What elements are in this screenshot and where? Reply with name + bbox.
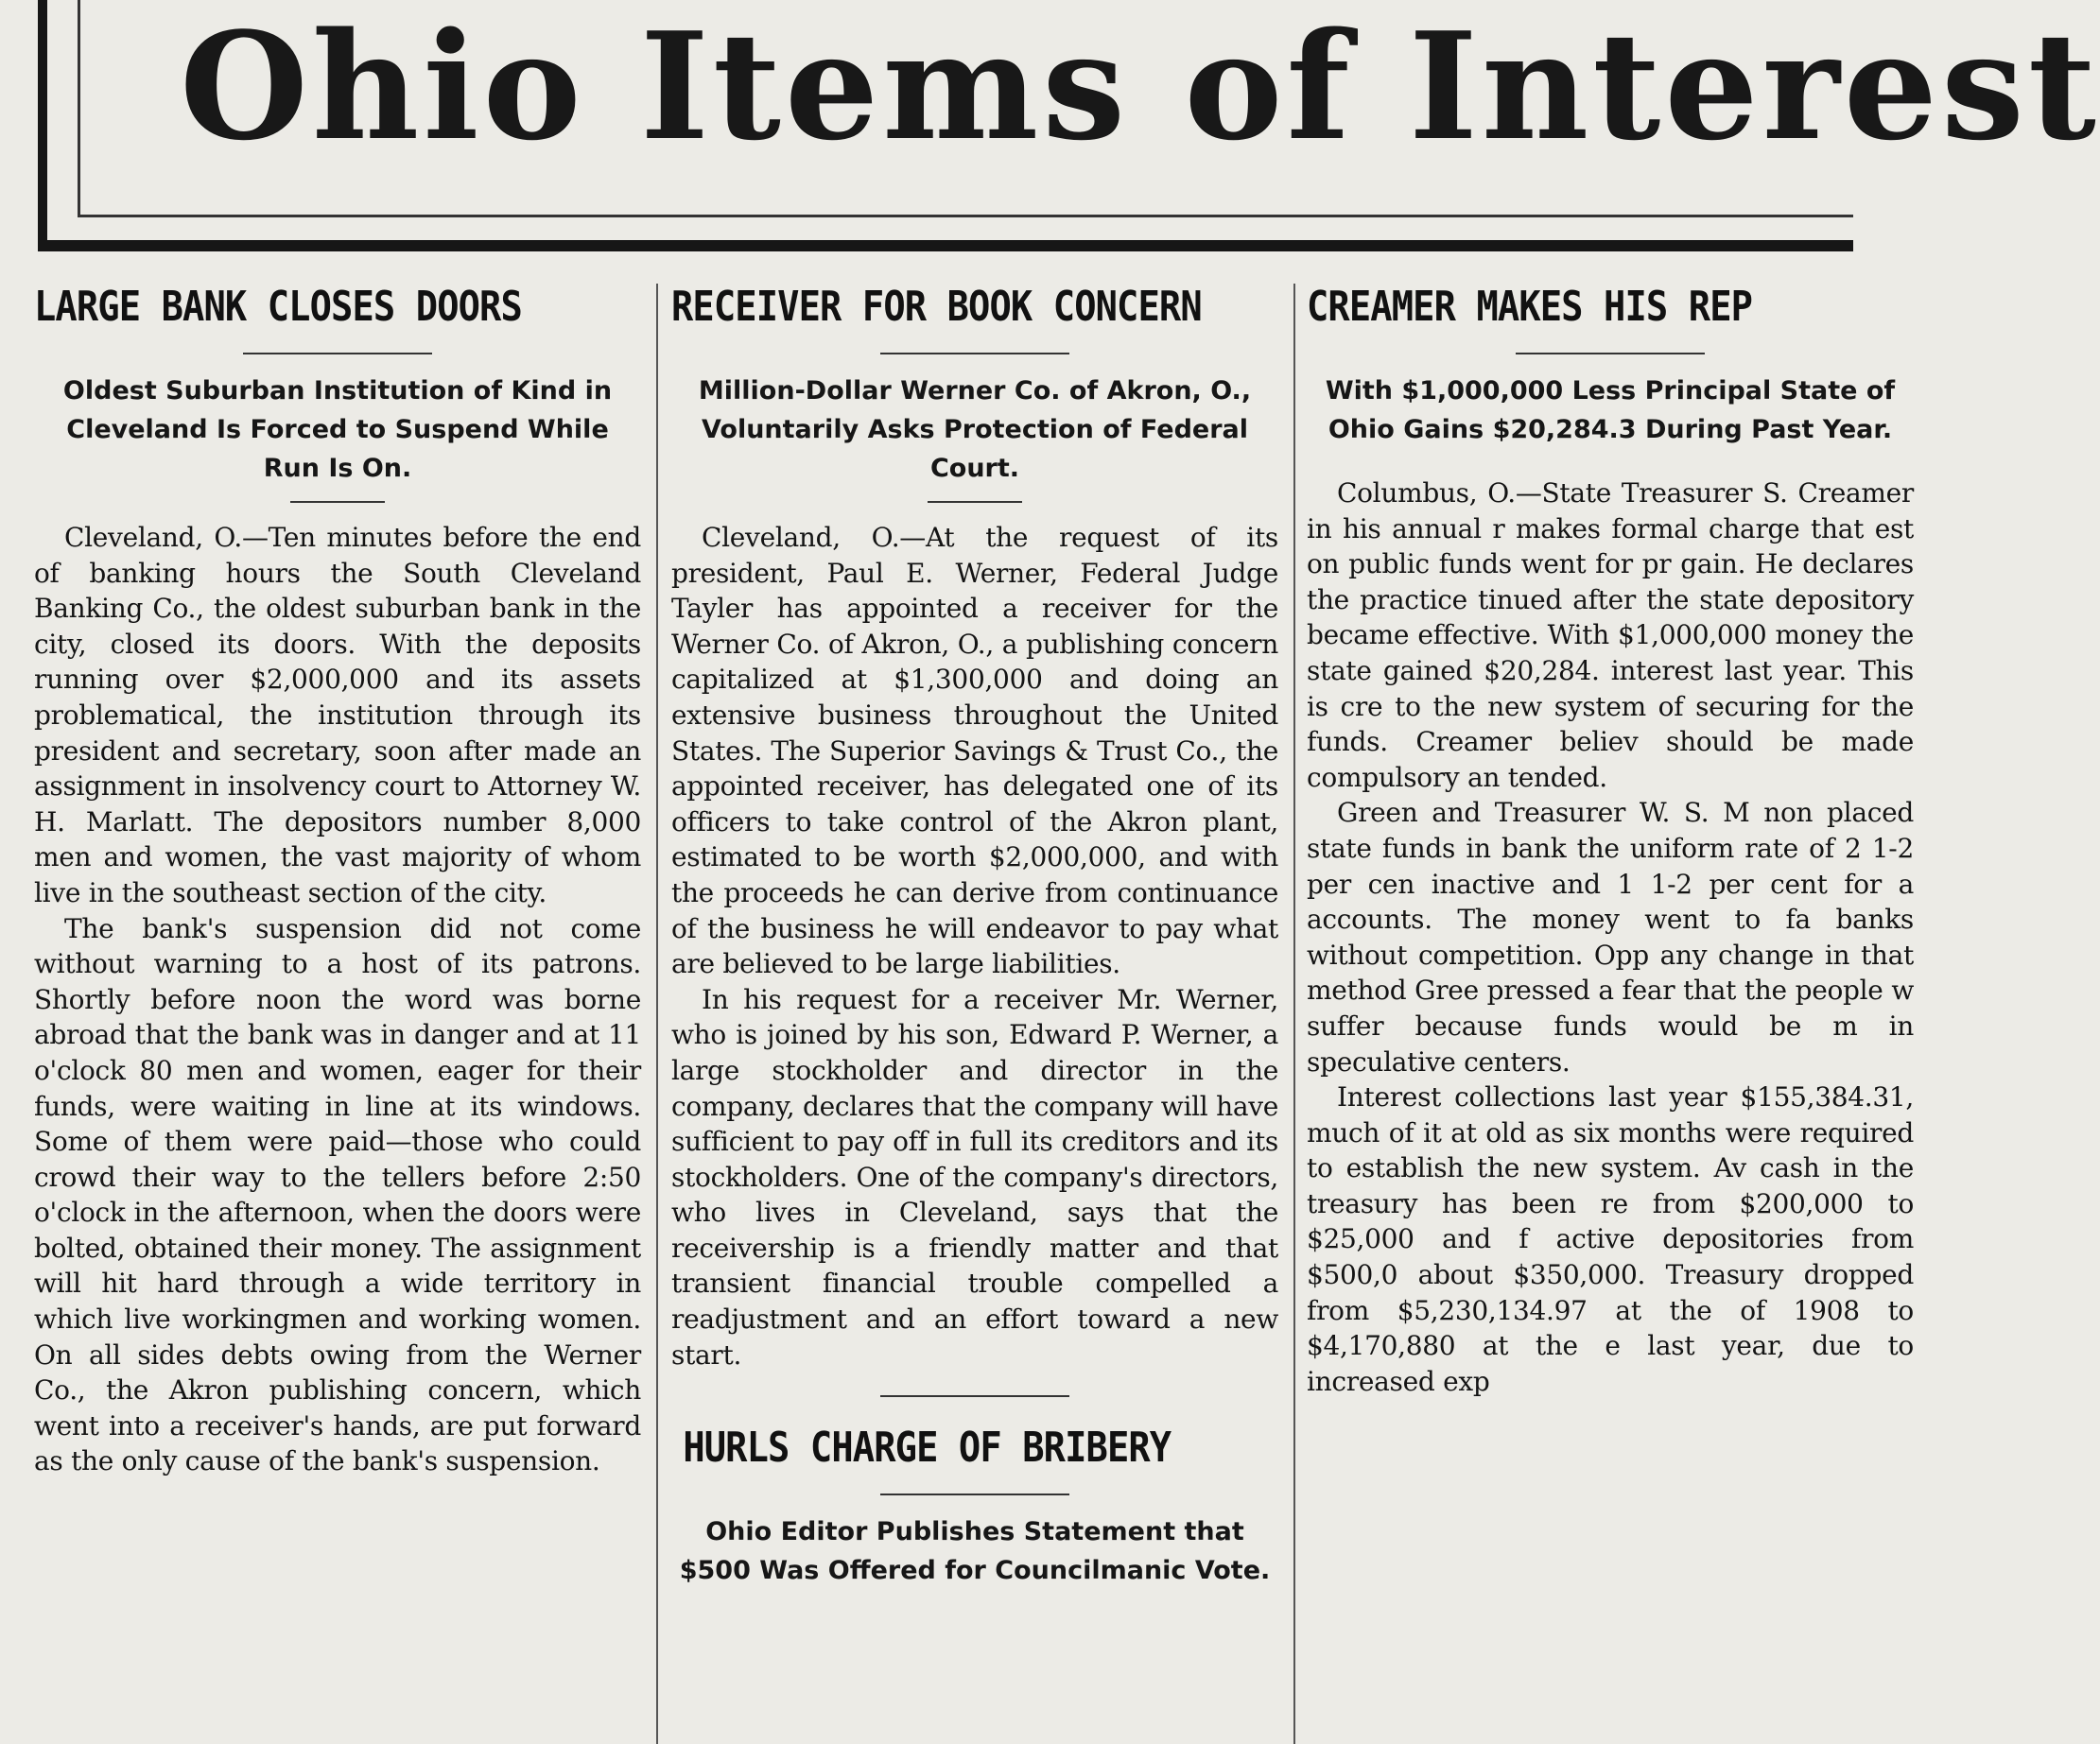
article-deck: With $1,000,000 Less Principal State of Ohio Gains $20,284.3 During Past Year. [1325,376,1896,444]
article-headline: LARGE BANK CLOSES DOORS [34,283,522,331]
deck-rule [290,501,385,503]
article-paragraph: Interest collections last year $155,384.31, much of it at old as six months were required to establish the new system. Av cash in the treasury has been re from $200,000 to $25,000 and f active depositories from $500,0 about $350,000. Treasury dropped from $5,230,134.97 at the of 1908 to $4,170,880 at the e last year, due to increased exp [1307,1081,1914,1397]
article-paragraph: Cleveland, O.—Ten minutes before the end of banking hours the South Cleveland Banking Co., the oldest suburban bank in the city, closed its doors. With the deposits running over $2,000,000 and its assets problematical, the institution through its president and secretary, soon after made an assignment in insolvency court to Attorney W. H. Marlatt. The depositors number 8,000 men and women, the vast majority of whom live in the southeast section of the city. [34,522,641,908]
column-rule-1 [656,284,658,1744]
article-creamer-report [1307,279,1914,1399]
deck-rule [928,501,1022,503]
article-deck: Oldest Suburban Institution of Kind in Cleveland Is Forced to Suspend While Run Is On. [62,376,613,483]
page-title: Ohio Items of Interest [180,0,2100,173]
article-paragraph: The bank's suspension did not come without warning to a host of its patrons. Shortly before noon the word was borne abroad that the bank was in danger and at 11 o'clock 80 men and women, eager for their funds, were waiting in line at its windows. Some of them were paid—those who could crowd their way to the tellers before 2:50 o'clock in the afternoon, when the doors were bolted, obtained their money. The assignment will hit hard through a wide territory in which live workingmen and working women. On all sides debts owing from the Werner Co., the Akron publishing concern, which went into a receiver's hands, are put forward as the only cause of the bank's suspension. [34,912,641,1477]
article-paragraph: In his request for a receiver Mr. Werner, who is joined by his son, Edward P. Werner, a large stockholder and director in the company, declares that the company will have sufficient to pay off in full its creditors and its stockholders. One of the company's directors, who lives in Cleveland, says that the receivership is a friendly matter and that transient financial trouble compelled a readjustment and an effort toward a new start. [671,983,1278,1371]
article-large-bank [34,279,641,1479]
headline-rule [880,353,1069,354]
headline-rule [880,1494,1069,1495]
second-article-headline: HURLS CHARGE OF BRIBERY [683,1424,1171,1473]
section-rule [880,1395,1069,1397]
second-article-deck: Ohio Editor Publishes Statement that $500 Was Offered for Councilmanic Vote. [679,1517,1271,1586]
column-rule-2 [1293,284,1295,1744]
article-body [671,520,1278,1373]
headline-rule [1516,353,1705,354]
article-body [1307,475,1914,1399]
article-paragraph: Green and Treasurer W. S. M non placed state funds in bank the uniform rate of 2 1-2 per cen inactive and 1 1-2 per cent for a accounts. The money went to fa banks without competition. Opp any change in that method Gree pressed a fear that the people w suffer because funds would be m in speculative centers. [1307,797,1914,1078]
article-headline: RECEIVER FOR BOOK CONCERN [671,283,1202,331]
article-paragraph: Cleveland, O.—At the request of its president, Paul E. Werner, Federal Judge Tayler has appointed a receiver for the Werner Co. of Akron, O., a publishing concern capitalized at $1,300,000 and doing an extensive business throughout the United States. The Superior Savings & Trust Co., the appointed receiver, has delegated one of its officers to take control of the Akron plant, estimated to be worth $2,000,000, and with the proceeds he can derive from continuance of the business he will endeavor to pay what are believed to be large liabilities. [671,522,1278,980]
article-book-concern [671,279,1278,1590]
headline-rule [243,353,432,354]
article-body [34,520,641,1479]
article-deck: Million-Dollar Werner Co. of Akron, O., Voluntarily Asks Protection of Federal Court. [698,376,1252,483]
article-headline: CREAMER MAKES HIS REP [1307,283,1753,331]
article-paragraph: Columbus, O.—State Treasurer S. Creamer in his annual r makes formal charge that est on public funds went for pr gain. He declares the practice tinued after the state depository became effective. With $1,000,000 money the state gained $20,284. interest last year. This is cre to the new system of securing for the funds. Creamer believ should be made compulsory an tended. [1307,477,1914,793]
masthead [38,0,2100,251]
